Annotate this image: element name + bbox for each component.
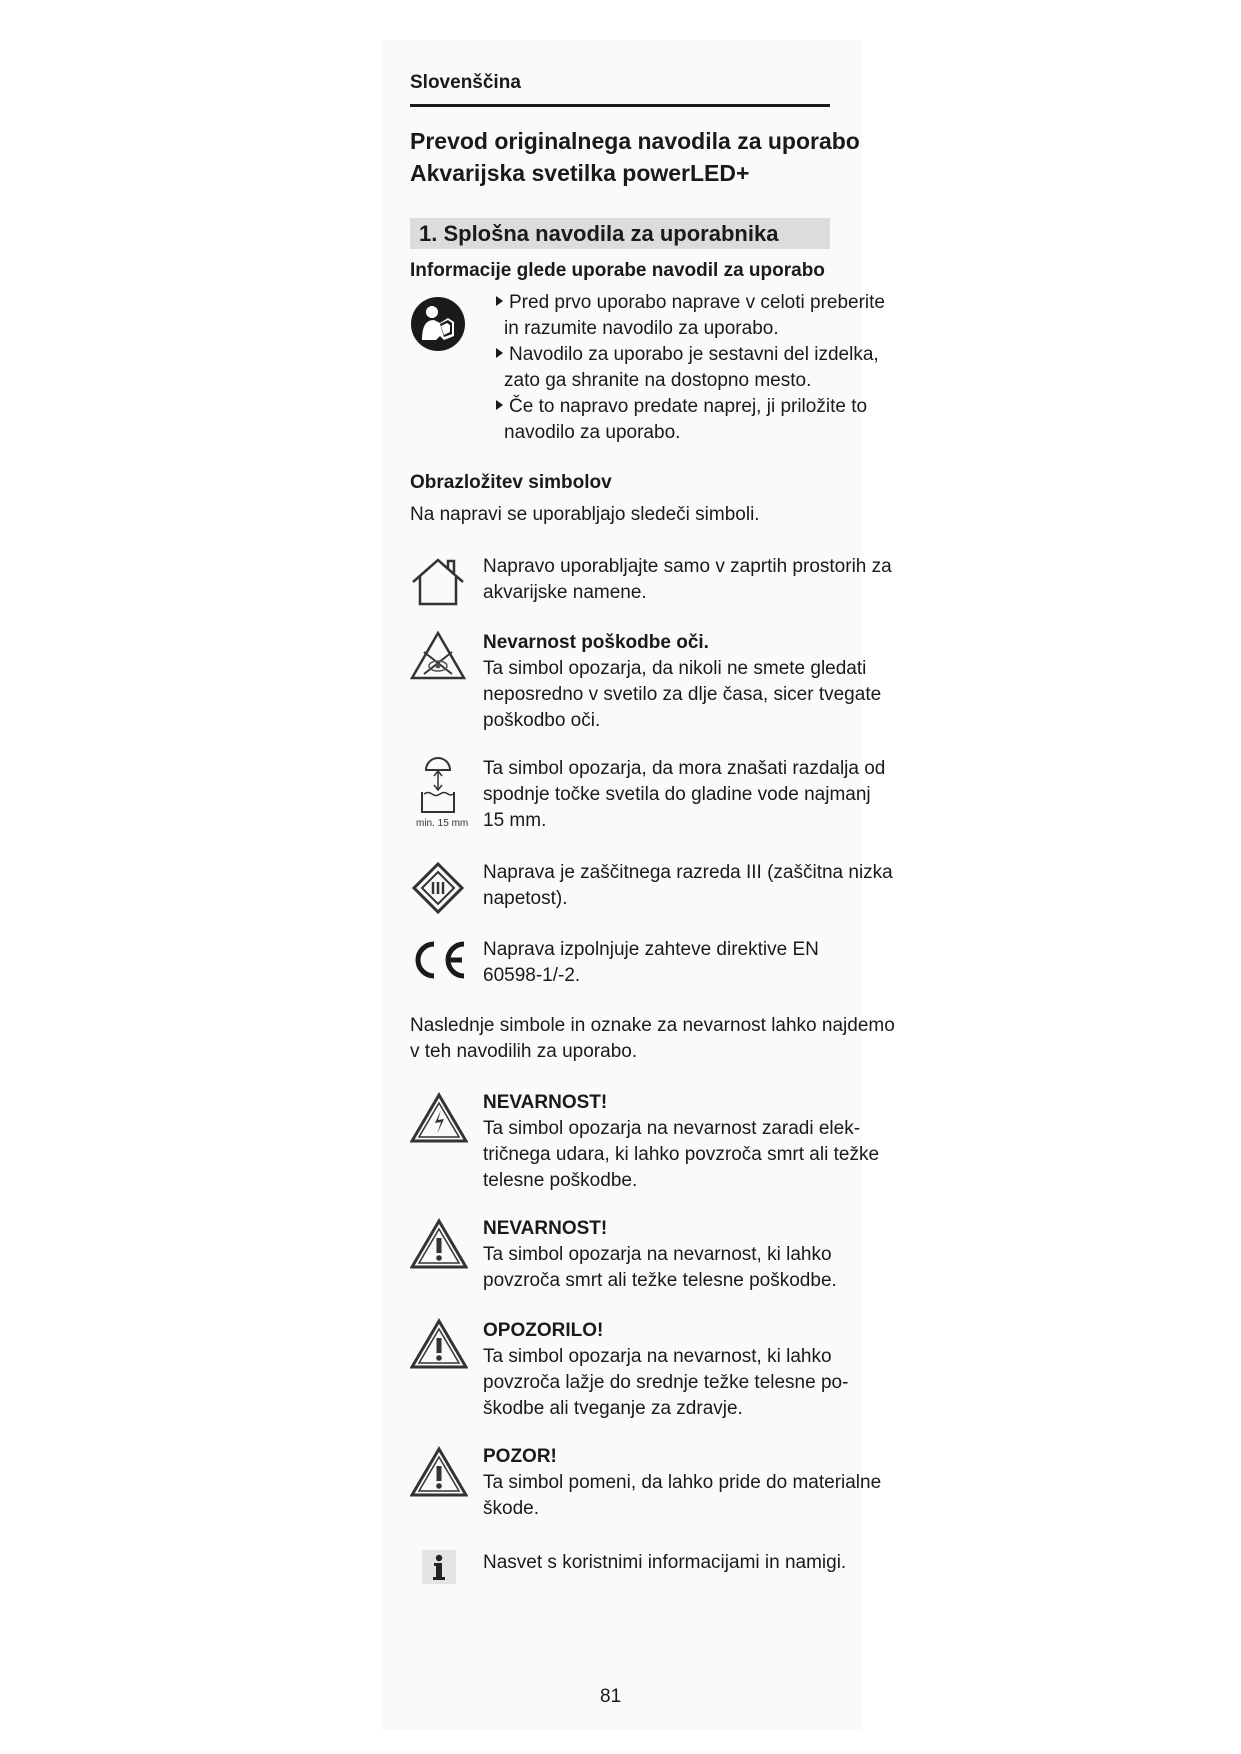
protection-class-iii-icon [412,862,464,914]
bullet-arrow-icon [496,296,503,306]
symbol-item: Napravo uporabljajte samo v zaprtih prostorih za akvarijske namene. [483,556,892,603]
page-number: 81 [600,1686,622,1707]
symbols-heading: Obrazložitev simbolov [410,472,612,493]
house-icon [410,556,466,608]
document-title: Prevod originalnega navodila za uporabo [410,128,860,154]
hazard-item: OPOZORILO! Ta simbol opozarja na nevarnost, ki lahko povzroča lažje do srednje težke telesne po- škodbe ali tveganje za zdravje. [483,1320,849,1419]
info-icon [422,1550,456,1584]
header-rule [410,104,830,107]
read-manual-icon [410,296,466,352]
symbol-item: Naprava je zaščitnega razreda III (zaščitna nizka napetost). [483,862,893,909]
ce-mark-icon [410,940,468,980]
warning-triangle-icon [410,1218,468,1270]
eye-hazard-icon [410,630,466,682]
language-label: Slovenščina [410,72,521,93]
list-item: Pred prvo uporabo naprave v celoti preberite [496,290,885,316]
symbols-intro: Na napravi se uporabljajo sledeči simboli. [410,504,760,525]
bullet-arrow-icon [496,400,503,410]
symbol-item: Ta simbol opozarja, da mora znašati razdalja od spodnje točke svetila do gladine vode najmanj 15 mm. [483,758,886,831]
symbol-item: Naprava izpolnjuje zahteve direktive EN 60598-1/-2. [483,939,819,986]
symbol-item: Nevarnost poškodbe oči. Ta simbol opozarja, da nikoli ne smete gledati neposredno v svetilo za dlje časa, sicer tvegate poškodbo oči. [483,632,882,731]
hazard-item: NEVARNOST! Ta simbol opozarja na nevarnost, ki lahko povzroča smrt ali težke telesne poškodbe. [483,1218,837,1291]
product-title: Akvarijska svetilka powerLED+ [410,160,750,186]
info-bullet-list: Pred prvo uporabo naprave v celoti preberite in razumite navodilo za uporabo. Navodilo za uporabo je sestavni del izdelka, zato ga shranite na dostopno mesto. Če to napravo predate naprej, ji priložite to navodilo za uporabo. [496,290,885,446]
list-item: Navodilo za uporabo je sestavni del izdelka, [496,342,885,368]
hazard-intro: Naslednje simbole in oznake za nevarnost lahko najdemo v teh navodilih za uporabo. [410,1015,895,1062]
warning-triangle-icon [410,1318,468,1370]
info-heading: Informacije glede uporabe navodil za uporabo [410,260,825,281]
warning-triangle-icon [410,1446,468,1498]
hazard-item: NEVARNOST! Ta simbol opozarja na nevarnost zaradi elek- tričnega udara, ki lahko povzroča smrt ali težke telesne poškodbe. [483,1092,880,1191]
electric-hazard-icon [410,1092,468,1144]
min-distance-icon [418,756,458,816]
bullet-arrow-icon [496,348,503,358]
section-title: 1. Splošna navodila za uporabnika [419,221,779,246]
list-item: Če to napravo predate naprej, ji priložite to [496,394,885,420]
min-distance-label: min. 15 mm [416,818,469,829]
hazard-item: POZOR! Ta simbol pomeni, da lahko pride do materialne škode. [483,1446,882,1519]
hazard-item: Nasvet s koristnimi informacijami in namigi. [483,1552,847,1573]
